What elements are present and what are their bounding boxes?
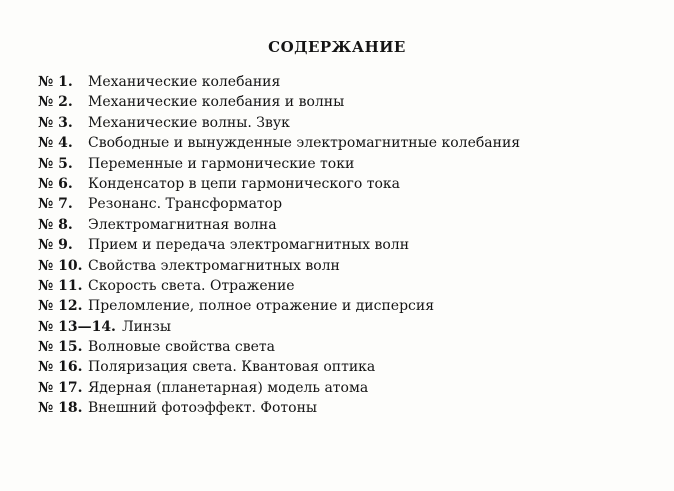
toc-item-number: № 8. [38, 216, 73, 233]
table-of-contents [38, 72, 520, 419]
toc-item-label: Электромагнитная волна [88, 216, 277, 233]
toc-item-number: № 1. [38, 74, 73, 90]
toc-item-label: Конденсатор в цепи гармонического тока [88, 175, 401, 192]
toc-item [38, 92, 520, 112]
toc-item-label: Внешний фотоэффект. Фотоны [88, 400, 318, 417]
toc-item [38, 276, 520, 296]
toc-item-label: Резонанс. Трансформатор [88, 196, 283, 213]
toc-item [38, 174, 520, 194]
toc-item [38, 357, 520, 377]
toc-item [38, 378, 520, 398]
toc-item [38, 256, 520, 276]
toc-item [38, 194, 520, 214]
toc-item-number: № 12. [38, 298, 83, 315]
toc-item-number: № 17. [38, 379, 83, 396]
toc-item-number: № 5. [38, 155, 73, 172]
toc-item-label: Свободные и вынужденные электромагнитные колебания [88, 135, 521, 152]
toc-item [38, 296, 520, 316]
toc-item-number: № 18. [38, 400, 83, 417]
toc-item [38, 235, 520, 255]
toc-item-label: Переменные и гармонические токи [88, 155, 355, 172]
toc-item-label: Механические колебания [88, 74, 281, 90]
toc-item-number: № 9. [38, 237, 73, 254]
toc-item-number: № 3. [38, 114, 73, 131]
toc-item [38, 337, 520, 357]
toc-item [38, 398, 520, 418]
toc-item-number: № 6. [38, 175, 73, 192]
toc-item [38, 317, 520, 337]
toc-item-label: Поляризация света. Квантовая оптика [88, 359, 376, 376]
toc-item [38, 154, 520, 174]
toc-item-number: № 7. [38, 196, 73, 213]
toc-item-label: Ядерная (планетарная) модель атома [88, 379, 369, 396]
toc-item-label: Прием и передача электромагнитных волн [88, 237, 410, 254]
toc-item-number: № 2. [38, 94, 73, 111]
toc-item-label: Преломление, полное отражение и дисперсия [88, 298, 435, 315]
toc-item-label: Линзы [121, 318, 172, 335]
toc-item-number: № 10. [38, 257, 83, 274]
toc-item-number: № 11. [38, 277, 83, 294]
toc-item-number: № 13—14. [38, 318, 116, 335]
toc-item-number: № 4. [38, 135, 73, 152]
toc-item-label: Механические волны. Звук [88, 114, 290, 131]
toc-item-label: Механические колебания и волны [88, 94, 345, 111]
toc-item-label: Свойства электромагнитных волн [88, 257, 340, 274]
toc-item [38, 133, 520, 153]
toc-item-label: Скорость света. Отражение [88, 277, 295, 294]
toc-item [38, 72, 520, 92]
toc-item-number: № 15. [38, 339, 83, 356]
toc-item [38, 113, 520, 133]
toc-item-label: Волновые свойства света [88, 339, 275, 356]
toc-item-number: № 16. [38, 359, 83, 376]
page-title: СОДЕРЖАНИЕ [268, 38, 406, 56]
toc-item [38, 215, 520, 235]
